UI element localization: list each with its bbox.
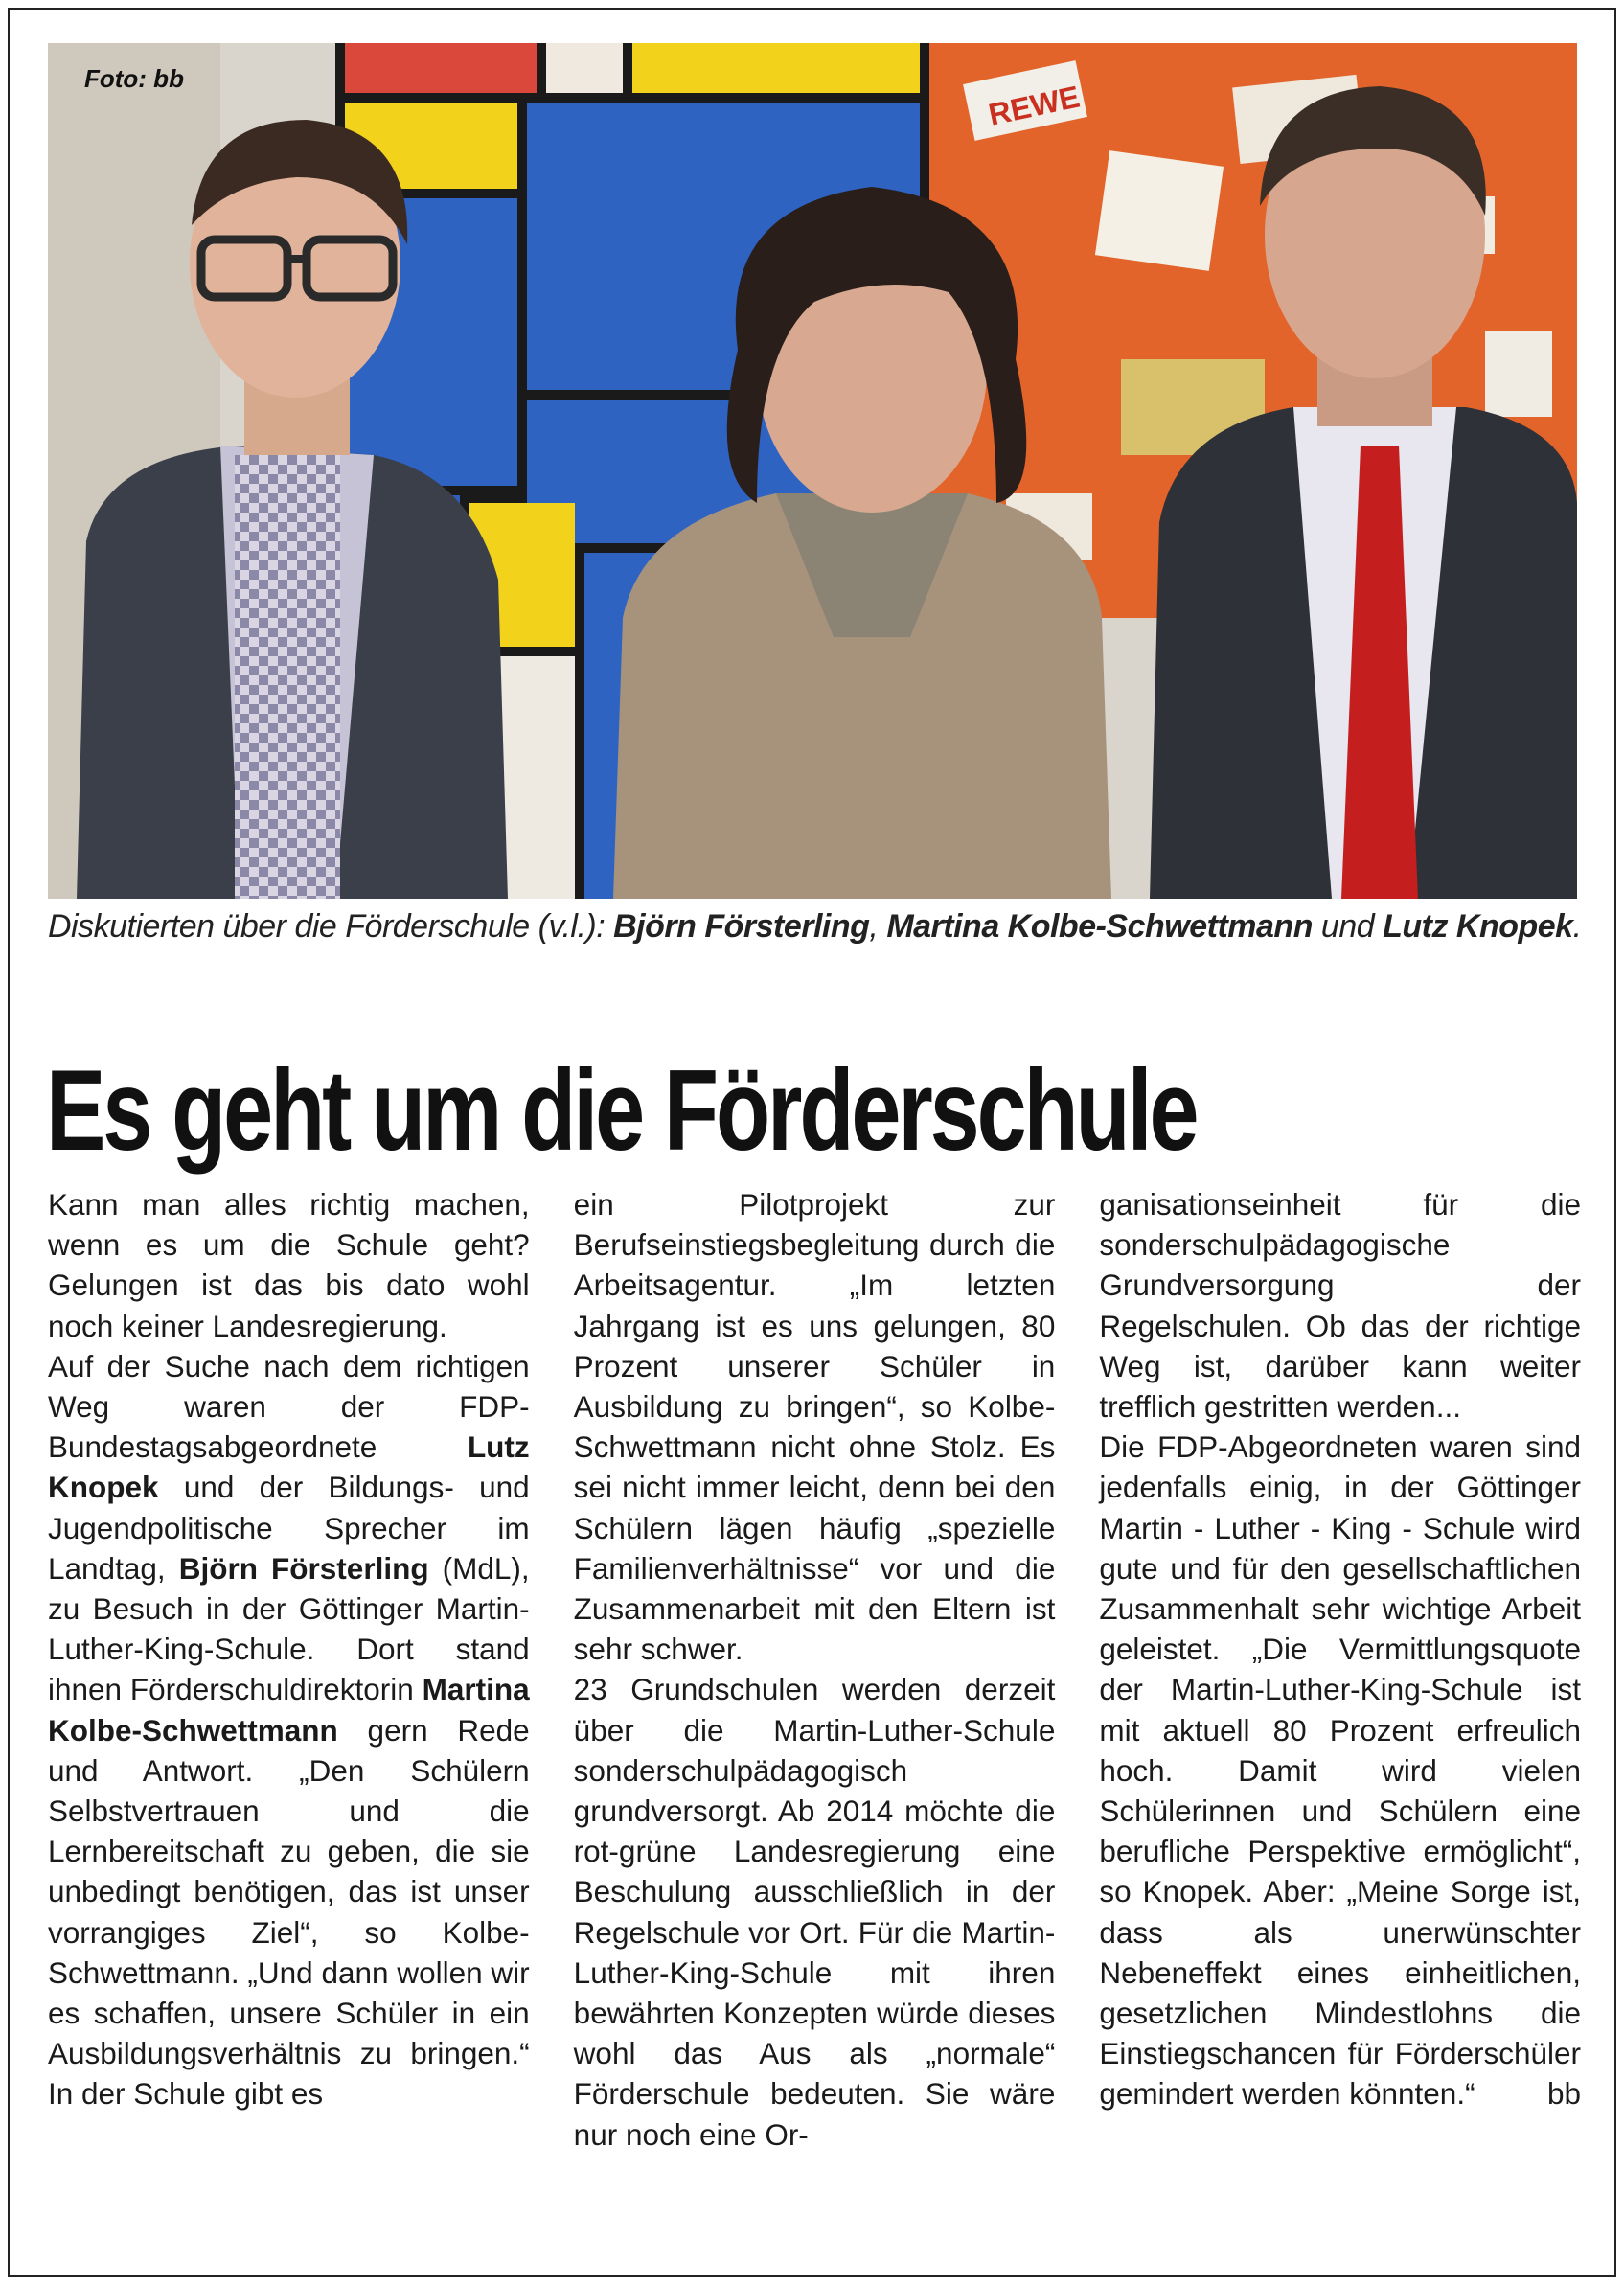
photo-illustration (48, 43, 1577, 899)
name-bjoern-foersterling: Björn Försterling (178, 1550, 429, 1586)
photo-caption (48, 908, 1582, 946)
col1-text-e: (MdL), zu Besuch in der Göttinger Martin-Luther-King-Schule. Dort stand ihnen Förderschuldirektorin (48, 1550, 530, 1707)
caption-lead: Diskutierten über die Förderschule (v.l.): (48, 908, 614, 945)
article-column-3 (1099, 1184, 1581, 2267)
caption-separator-2: und (1312, 908, 1384, 945)
col1-text-a: Auf der Suche nach dem richtigen Weg waren der FDP-Bundestagsabgeordnete (48, 1348, 530, 1465)
author-signature: bb (1546, 2076, 1582, 2112)
col3-paragraph-1: ganisationseinheit für die sonderschulpädagogische Grundversorgung der Regelschulen. Ob das der richtige Weg ist, darüber kann weiter trefflich gestritten werden... (1099, 1187, 1582, 1425)
photo-credit: Foto: bb (84, 64, 184, 93)
article-column-2 (574, 1184, 1056, 2267)
article-body (48, 1184, 1581, 2267)
col3-text: Die FDP-Abgeordneten waren sind jedenfalls einig, in der Göttinger Martin - Luther - King - Schule wird gute und für den gesellschaftlichen Zusammenhalt sehr wichtige Arbeit geleistet. „Die Vermittlungsquote der Martin-Luther-King-Schule ist mit aktuell 80 Prozent erfreulich hoch. Damit wird vielen Schülerinnen und Schülern eine berufliche Perspektive ermöglicht“, so Knopek. Aber: „Meine Sorge ist, dass als unerwünschter Nebeneffekt eines einheitlichen, gesetzlichen Mindestlohns die Einstiegschancen für Förderschüler gemindert werden könnten.“ (1099, 1429, 1582, 2112)
col1-text-c: und der Bildungs- und Jugendpolitische Sprecher im Landtag, (48, 1470, 530, 1586)
article-photo (48, 43, 1577, 899)
caption-separator-1: , (869, 908, 887, 945)
caption-name-2: Martina Kolbe-Schwettmann (886, 908, 1313, 945)
col1-paragraph-2 (48, 1346, 530, 2114)
sign-text: REWE (985, 79, 1083, 132)
col2-paragraph-1: ein Pilotprojekt zur Berufseinstiegsbegleitung durch die Arbeitsagentur. „Im letzten Jahrgang ist es uns gelungen, 80 Prozent unserer Schüler in Ausbildung zu bringen“, so Kolbe-Schwettmann nicht ohne Stolz. Es sei nicht immer leicht, denn bei den Schülern lägen häufig „spezielle Familienverhältnisse“ vor und die Zusammenarbeit mit den Eltern ist sehr schwer. (573, 1187, 1056, 1667)
caption-name-3: Lutz Knopek (1383, 908, 1573, 945)
caption-end: . (1572, 908, 1582, 945)
col2-paragraph-2: 23 Grundschulen werden derzeit über die Martin-Luther-Schule sonderschulpädagogisch grundversorgt. Ab 2014 möchte die rot-grüne Landesregierung eine Beschulung ausschließlich in der Regelschule vor Ort. Für die Martin-Luther-King-Schule mit ihren bewährten Konzepten würde dieses wohl das Aus als „normale“ Förderschule bedeuten. Sie wäre nur noch eine Or- (573, 1672, 1056, 2152)
col1-paragraph-1: Kann man alles richtig machen, wenn es um die Schule geht? Gelungen ist das bis dato wohl noch keiner Landesregierung. (48, 1187, 530, 1343)
col1-text-g: gern Rede und Antwort. „Den Schülern Selbstvertrauen und die Lernbereitschaft zu geben, die sie unbedingt benötigen, das ist unser vorrangiges Ziel“, so Kolbe-Schwettmann. „Und dann wollen wir es schaffen, unsere Schüler in ein Ausbildungsverhältnis zu bringen.“ In der Schule gibt es (48, 1712, 530, 2112)
caption-name-1: Björn Försterling (613, 908, 870, 945)
name-martina-kolbe-schwettmann: Martina Kolbe-Schwettmann (48, 1672, 530, 1748)
article-column-1 (48, 1184, 530, 2267)
name-lutz-knopek: Lutz Knopek (48, 1429, 530, 1505)
headline: Es geht um die Förderschule (46, 1046, 1197, 1176)
col3-paragraph-2 (1099, 1427, 1581, 2114)
